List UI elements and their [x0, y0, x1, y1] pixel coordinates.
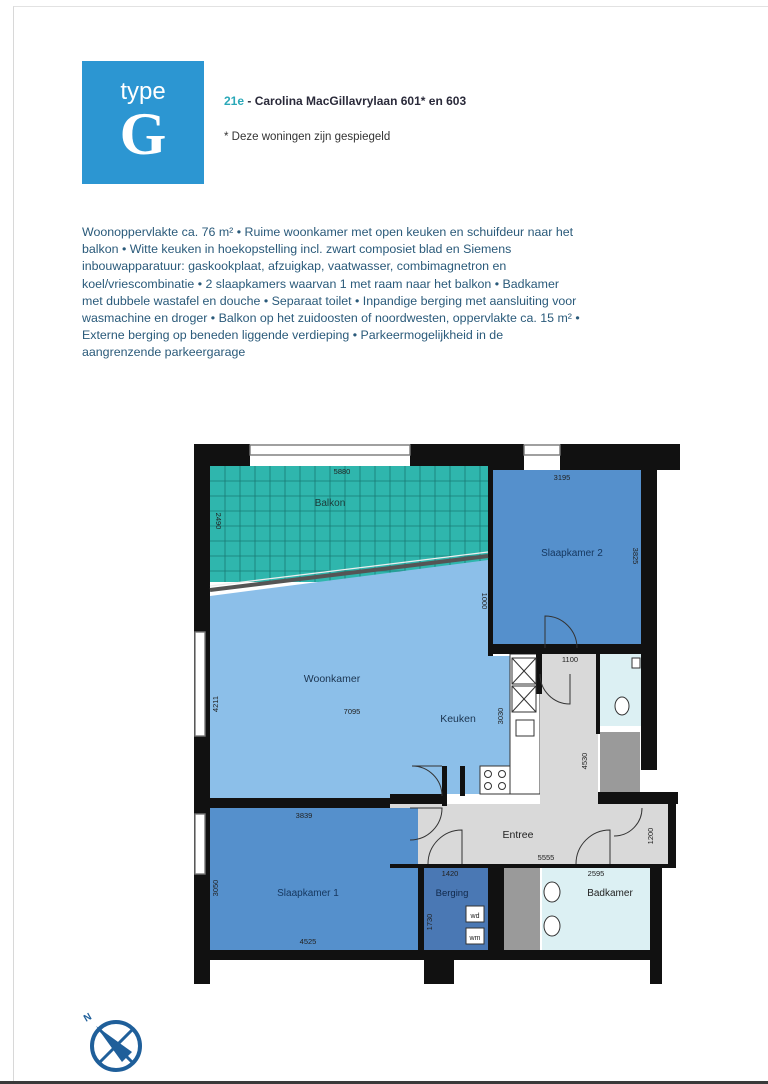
dim-balkon-width: 5880 [333, 467, 351, 476]
address-text: - Carolina MacGillavrylaan 601* en 603 [244, 94, 467, 108]
dim-keuken-depth: 3030 [496, 707, 505, 725]
dim-badkamer-width: 2595 [587, 869, 605, 878]
dim-balcony-offset: 1000 [480, 592, 489, 610]
label-wd: wd [470, 913, 480, 920]
compass-north-label: N [82, 1011, 94, 1025]
label-woonkamer: Woonkamer [303, 673, 361, 685]
balkon-area [210, 466, 488, 582]
address [224, 94, 466, 108]
dim-slaapkamer1-top: 3839 [295, 811, 313, 820]
label-wm: wm [469, 935, 481, 942]
label-entree: Entree [502, 829, 534, 841]
badkamer-area [542, 868, 650, 950]
compass [74, 1004, 148, 1078]
description: Woonoppervlakte ca. 76 m² • Ruime woonkamer met open keuken en schuifdeur naar het balkon • Witte keuken in hoekopstelling incl. zwart composiet blad en Siemens inbouwapparatuur: gaskookplaat, afzuigkap, vaatwasser, combimagnetron en koel/vriescombinatie • 2 slaapkamers waarvan 1 met raam naar het balkon • Badkamer met dubbele wastafel en douche • Separaat toilet • Inpandige berging met aansluiting voor wasmachine en droger • Balkon op het zuidoosten of noordwesten, oppervlakte ca. 15 m² • Externe berging op beneden liggende verdieping • Parkeermogelijkheid in de aangrenzende parkeergarage [82, 225, 580, 360]
type-badge [82, 61, 204, 184]
label-keuken: Keuken [440, 713, 476, 725]
label-berging: Berging [435, 888, 469, 899]
label-slaapkamer2: Slaapkamer 2 [541, 548, 603, 559]
address-code: 21e [224, 94, 245, 108]
meterkast [600, 732, 640, 792]
dim-entree-width: 5555 [537, 853, 555, 862]
dim-woonkamer-height: 4211 [211, 695, 220, 713]
dim-slaapkamer2-depth: 3825 [631, 547, 640, 565]
dim-berging-depth: 1730 [425, 913, 434, 931]
type-word: type [120, 78, 166, 105]
label-badkamer: Badkamer [587, 888, 633, 899]
dim-hall-length: 4530 [580, 752, 589, 770]
dim-slaapkamer1-depth: 3050 [211, 879, 220, 897]
slaapkamer2-area [493, 470, 641, 648]
mirror-note: * Deze woningen zijn gespiegeld [224, 131, 391, 143]
compass-needle [96, 1026, 132, 1062]
label-balkon: Balkon [314, 498, 346, 509]
dim-slaapkamer2-width: 3195 [553, 473, 571, 482]
schacht [504, 868, 540, 950]
label-slaapkamer1: Slaapkamer 1 [277, 888, 339, 899]
dim-berging-width: 1420 [441, 869, 459, 878]
floor-plan [180, 436, 680, 984]
dim-woonkamer-width: 7095 [343, 707, 361, 716]
dim-slaapkamer1-bottom: 4525 [299, 937, 317, 946]
slaapkamer1-area [210, 808, 418, 950]
type-letter: G [119, 101, 167, 167]
dim-balkon-depth: 2490 [214, 512, 223, 530]
dim-entree-height: 1200 [646, 827, 655, 845]
hallway-area [540, 654, 598, 804]
dim-toilet-width: 1100 [561, 655, 579, 664]
